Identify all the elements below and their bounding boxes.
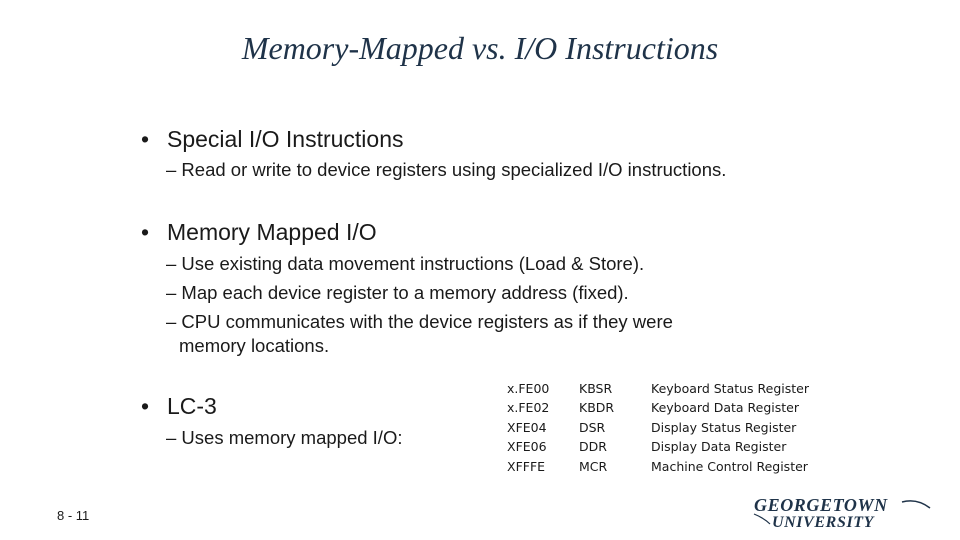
bullet-special-io: [141, 126, 404, 153]
page-number: 8 - 11: [57, 508, 90, 523]
bullet-text: LC-3: [167, 393, 217, 419]
bullet-dot: •: [141, 219, 150, 245]
register-description: Display Data Register: [651, 439, 787, 455]
svg-text:UNIVERSITY: UNIVERSITY: [772, 514, 875, 530]
register-name: KBDR: [579, 400, 615, 416]
bullet-lc3: [141, 393, 217, 420]
georgetown-logo: [752, 494, 932, 530]
register-description: Display Status Register: [651, 419, 797, 435]
bullet-dot: •: [141, 126, 150, 152]
register-address: XFE04: [507, 419, 547, 435]
register-address: x.FE00: [507, 381, 550, 396]
georgetown-wordmark: [752, 494, 932, 530]
sub-item: – Use existing data movement instructions (Load & Store).: [166, 253, 645, 274]
sub-item: – Uses memory mapped I/O:: [166, 427, 403, 448]
slide-title: Memory-Mapped vs. I/O Instructions: [241, 30, 719, 66]
register-description: Keyboard Status Register: [651, 381, 810, 396]
register-address: x.FE02: [507, 400, 550, 416]
register-name: DDR: [579, 439, 607, 455]
sub-item: – CPU communicates with the device registers as if they were: [166, 311, 673, 332]
register-address: XFE06: [507, 439, 547, 455]
bullet-dot: •: [141, 393, 150, 419]
svg-text:GEORGETOWN: GEORGETOWN: [754, 495, 888, 515]
sub-item: – Read or write to device registers using specialized I/O instructions.: [166, 159, 727, 180]
bullet-text: Special I/O Instructions: [167, 126, 404, 152]
register-description: Machine Control Register: [651, 458, 808, 474]
sub-item-continuation: memory locations.: [179, 335, 330, 356]
register-address: XFFFE: [507, 458, 546, 474]
register-name: DSR: [579, 419, 606, 435]
bullet-memory-mapped-io: [141, 219, 377, 246]
register-name: KBSR: [579, 381, 613, 396]
bullet-text: Memory Mapped I/O: [167, 219, 377, 245]
sub-item: – Map each device register to a memory address (fixed).: [166, 282, 629, 303]
register-description: Keyboard Data Register: [651, 400, 800, 416]
register-name: MCR: [579, 458, 608, 474]
